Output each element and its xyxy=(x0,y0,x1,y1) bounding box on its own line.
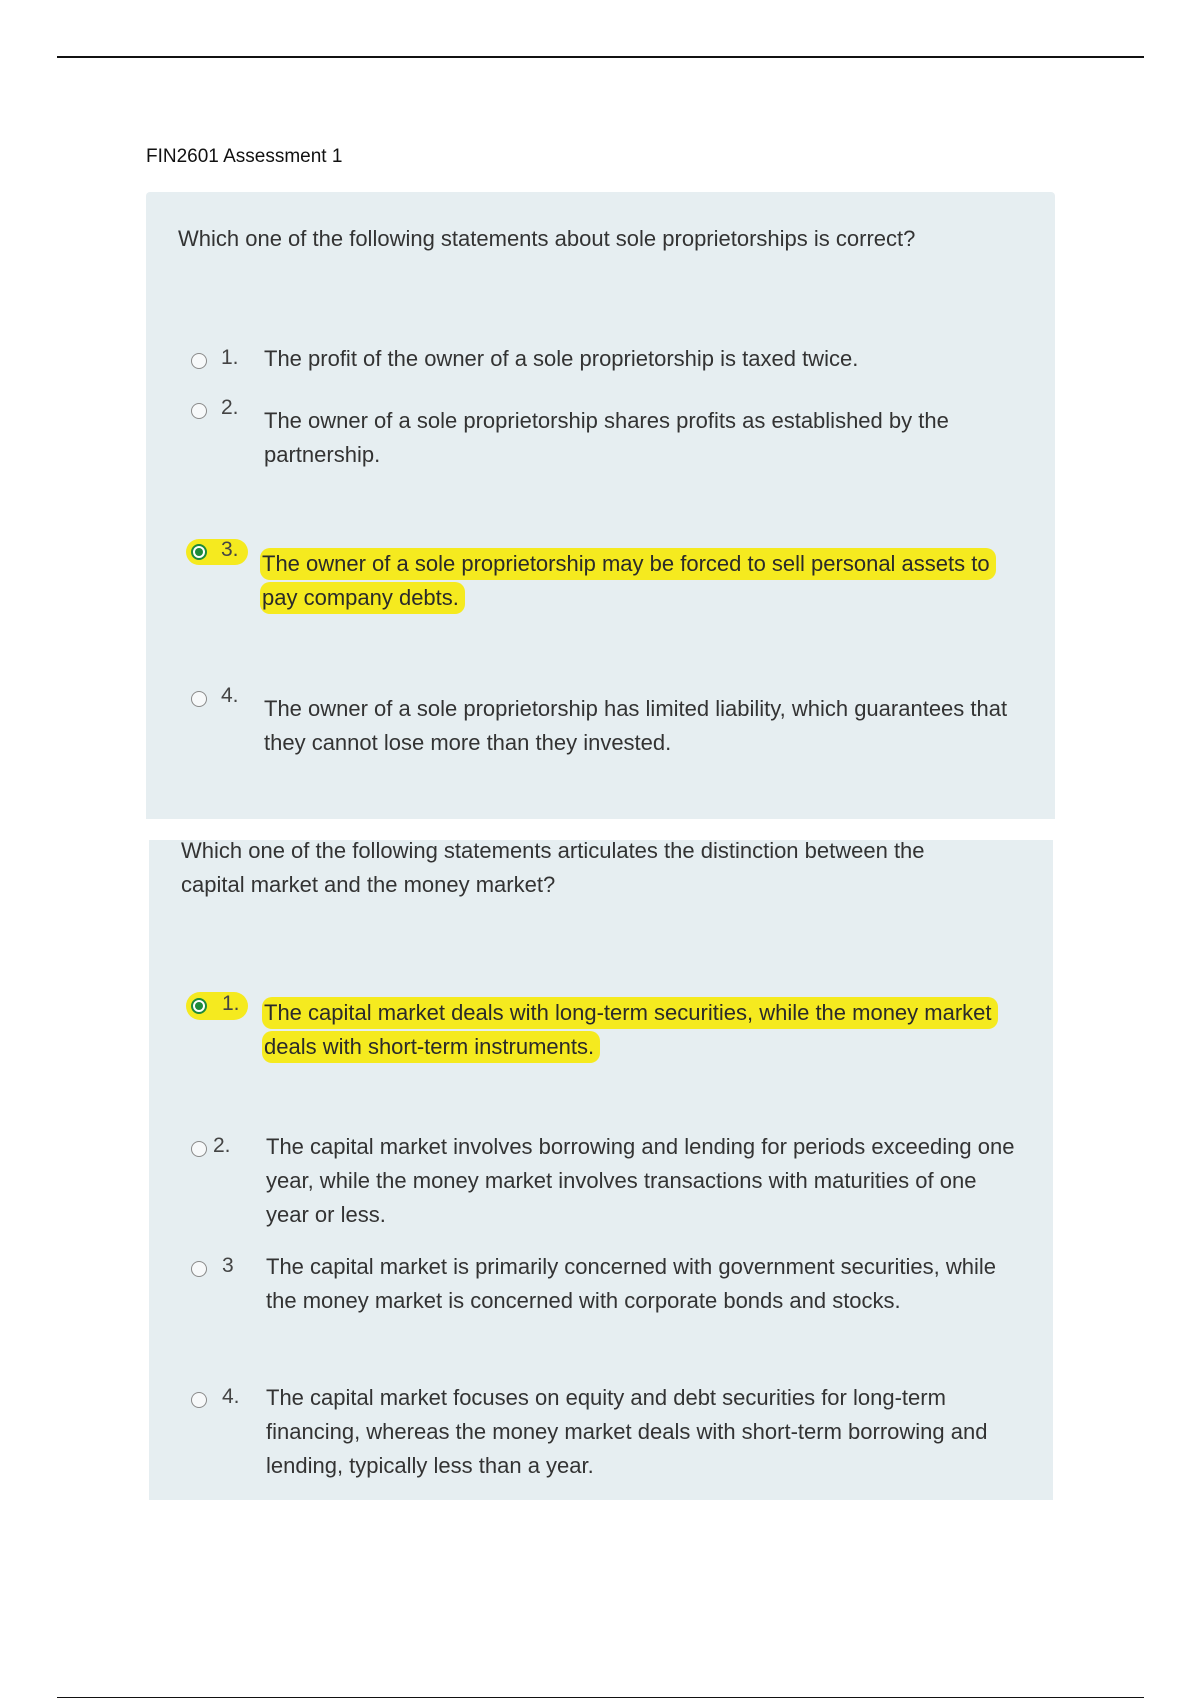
radio-button-icon[interactable] xyxy=(191,1392,207,1408)
option-text: The owner of a sole proprietorship has limited liability, which guarantees that they cannot lose more than they invested. xyxy=(264,696,1008,755)
radio-button-icon[interactable] xyxy=(191,1261,207,1277)
radio-selected-icon[interactable] xyxy=(191,998,207,1014)
option-text: The profit of the owner of a sole proprietorship is taxed twice. xyxy=(264,346,859,371)
option-text: The owner of a sole proprietorship shares profits as established by the partnership. xyxy=(264,408,949,467)
option-number: 3 xyxy=(222,1254,234,1277)
option-number: 1. xyxy=(221,346,239,369)
highlighted-answer: The capital market deals with long-term securities, while the money market deals with short-term instruments. xyxy=(262,997,998,1063)
option-number: 4. xyxy=(222,1385,240,1408)
document-title: FIN2601 Assessment 1 xyxy=(146,146,343,167)
question-text: Which one of the following statements about sole proprietorships is correct? xyxy=(178,226,916,251)
radio-button-icon[interactable] xyxy=(191,1141,207,1157)
question-text: Which one of the following statements articulates the distinction between the capital market and the money market? xyxy=(181,838,925,897)
radio-button-icon[interactable] xyxy=(191,353,207,369)
option-number: 3. xyxy=(221,538,239,561)
option-number: 2. xyxy=(213,1134,231,1157)
radio-selected-icon[interactable] xyxy=(191,544,207,560)
question-card-1 xyxy=(146,192,1055,819)
radio-button-icon[interactable] xyxy=(191,691,207,707)
option-number: 1. xyxy=(222,992,240,1015)
header-rule xyxy=(57,56,1144,58)
footer-rule xyxy=(57,1697,1144,1698)
question-card-2 xyxy=(149,840,1053,1500)
option-text-highlighted xyxy=(266,996,1019,1064)
option-text: The capital market involves borrowing and lending for periods exceeding one year, while the money market involves transactions with maturities of one year or less. xyxy=(266,1134,1015,1227)
option-number: 4. xyxy=(221,684,239,707)
option-text: The capital market focuses on equity and debt securities for long-term financing, whereas the money market deals with short-term borrowing and lending, typically less than a year. xyxy=(266,1385,988,1478)
option-text: The capital market is primarily concerned with government securities, while the money market is concerned with corporate bonds and stocks. xyxy=(266,1254,996,1313)
highlighted-answer: The owner of a sole proprietorship may be forced to sell personal assets to pay company debts. xyxy=(260,548,996,614)
option-text-highlighted xyxy=(264,547,1021,615)
option-number: 2. xyxy=(221,396,239,419)
radio-button-icon[interactable] xyxy=(191,403,207,419)
